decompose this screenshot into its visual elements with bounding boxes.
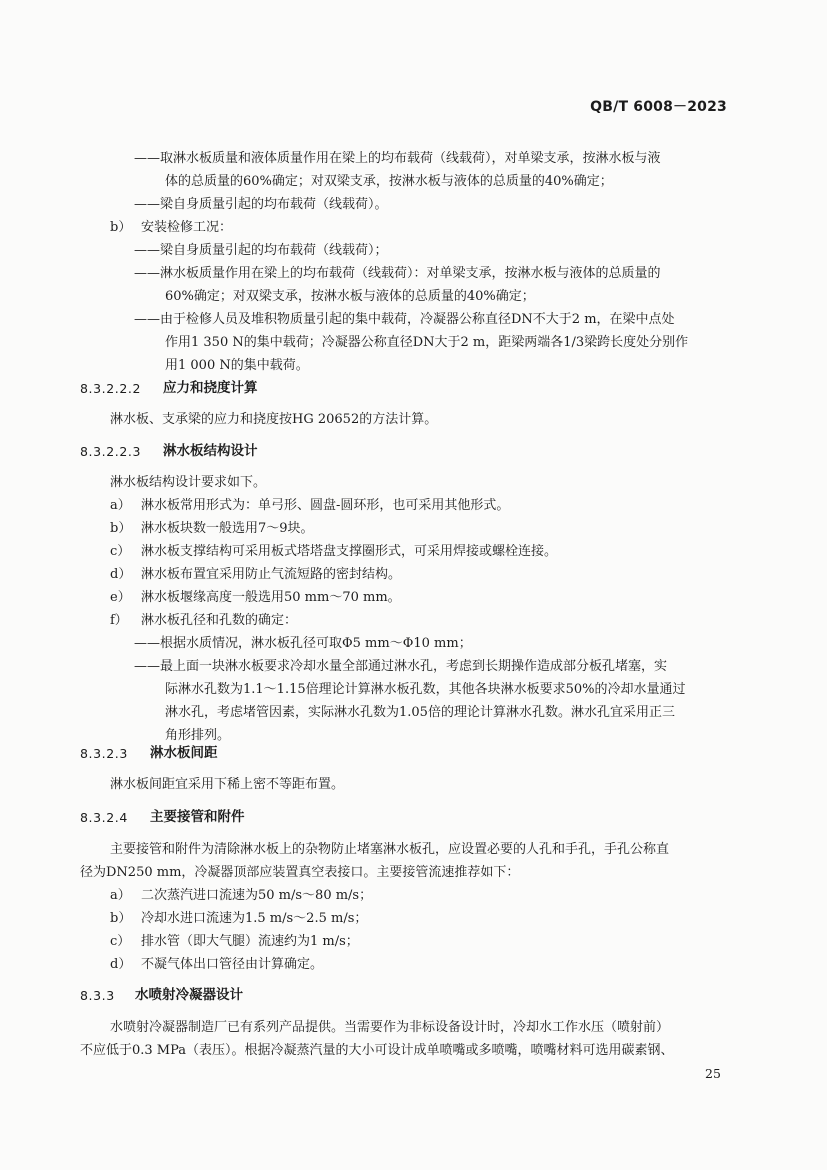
paragraph: 不应低于0.3 MPa（表压）。根据冷凝蒸汽量的大小可设计成单喷嘴或多喷嘴，喷嘴材料可选用碳素钢、 <box>80 1043 674 1058</box>
paragraph: 淋水板结构设计要求如下。 <box>110 475 267 490</box>
list-item-letter: a） <box>110 498 131 513</box>
list-item-letter: c） <box>110 544 131 559</box>
standard-code-header: QB/T 6008－2023 <box>590 99 727 115</box>
paragraph: 淋水板、支承梁的应力和挠度按HG 20652的方法计算。 <box>110 412 438 427</box>
list-item-letter: c） <box>110 934 131 949</box>
dash-item-line: ——梁自身质量引起的均布载荷（线载荷）。 <box>134 197 388 212</box>
list-item-letter: b） <box>110 220 132 235</box>
dash-item-line: 际淋水孔数为1.1～1.15倍理论计算淋水板孔数，其他各块淋水板要求50%的冷却水量通过 <box>165 682 686 697</box>
list-item-letter: b） <box>110 521 132 536</box>
list-item-letter: e） <box>110 590 131 605</box>
paragraph: 水喷射冷凝器制造厂已有系列产品提供。当需要作为非标设备设计时，冷却水工作水压（喷射前） <box>110 1020 670 1035</box>
dash-item-line: ——由于检修人员及堆积物质量引起的集中载荷，冷凝器公称直径DN不大于2 m，在梁中点处 <box>134 312 675 327</box>
section-title: 应力和挠度计算 <box>163 380 258 396</box>
list-item-text: 淋水板布置宜采用防止气流短路的密封结构。 <box>141 567 402 582</box>
list-item-text: 二次蒸汽进口流速为50 m/s～80 m/s； <box>141 888 373 903</box>
paragraph: 淋水板间距宜采用下稀上密不等距布置。 <box>110 777 345 792</box>
dash-item-line: 体的总质量的60%确定；对双梁支承，按淋水板与液体的总质量的40%确定； <box>165 174 613 189</box>
section-number: 8.3.2.2.3 <box>80 444 142 459</box>
list-item-text: 安装检修工况： <box>141 220 233 235</box>
dash-item-line: ——最上面一块淋水板要求冷却水量全部通过淋水孔，考虑到长期操作造成部分板孔堵塞，实 <box>134 659 668 674</box>
section-number: 8.3.3 <box>80 988 115 1003</box>
dash-item-line: ——淋水板质量作用在梁上的均布载荷（线载荷）：对单梁支承，按淋水板与液体的总质量的 <box>134 266 661 281</box>
dash-item-line: 用1 000 N的集中载荷。 <box>165 358 309 373</box>
section-title: 淋水板间距 <box>150 745 218 761</box>
section-title: 主要接管和附件 <box>150 809 245 825</box>
list-item-text: 不凝气体出口管径由计算确定。 <box>141 957 324 972</box>
section-title: 水喷射冷凝器设计 <box>135 987 243 1003</box>
dash-item-line: ——根据水质情况，淋水板孔径可取Φ5 mm～Φ10 mm； <box>134 636 472 651</box>
page-number: 25 <box>705 1066 721 1081</box>
section-title: 淋水板结构设计 <box>163 443 258 459</box>
list-item-text: 冷却水进口流速为1.5 m/s～2.5 m/s； <box>141 911 368 926</box>
dash-item-line: 淋水孔，考虑堵管因素，实际淋水孔数为1.05倍的理论计算淋水孔数。淋水孔宜采用正三 <box>165 705 675 720</box>
list-item-letter: d） <box>110 957 132 972</box>
list-item-text: 淋水板堰缘高度一般选用50 mm～70 mm。 <box>141 590 401 605</box>
list-item-text: 淋水板支撑结构可采用板式塔塔盘支撑圈形式，可采用焊接或螺栓连接。 <box>141 544 558 559</box>
list-item-letter: d） <box>110 567 132 582</box>
section-number: 8.3.2.4 <box>80 810 128 825</box>
list-item-text: 淋水板块数一般选用7～9块。 <box>141 521 314 536</box>
list-item-letter: f） <box>110 613 128 628</box>
list-item-letter: a） <box>110 888 131 903</box>
section-number: 8.3.2.3 <box>80 746 128 761</box>
dash-item-line: 作用1 350 N的集中载荷；冷凝器公称直径DN大于2 m，距梁两端各1/3梁跨长度处分别作 <box>165 335 689 350</box>
list-item-letter: b） <box>110 911 132 926</box>
paragraph: 主要接管和附件为清除淋水板上的杂物防止堵塞淋水板孔，应设置必要的人孔和手孔，手孔公称直 <box>110 842 670 857</box>
dash-item-line: 60%确定；对双梁支承，按淋水板与液体的总质量的40%确定； <box>165 289 535 304</box>
list-item-text: 淋水板常用形式为：单弓形、圆盘-圆环形，也可采用其他形式。 <box>141 498 510 513</box>
list-item-text: 排水管（即大气腿）流速约为1 m/s； <box>141 934 359 949</box>
list-item-text: 淋水板孔径和孔数的确定： <box>141 613 298 628</box>
dash-item-line: ——梁自身质量引起的均布载荷（线载荷）； <box>134 243 388 258</box>
dash-item-line: ——取淋水板质量和液体质量作用在梁上的均布载荷（线载荷），对单梁支承，按淋水板与液 <box>134 151 661 166</box>
paragraph: 径为DN250 mm，冷凝器顶部应装置真空表接口。主要接管流速推荐如下： <box>80 865 520 880</box>
section-number: 8.3.2.2.2 <box>80 381 142 396</box>
dash-item-line: 角形排列。 <box>165 728 231 743</box>
